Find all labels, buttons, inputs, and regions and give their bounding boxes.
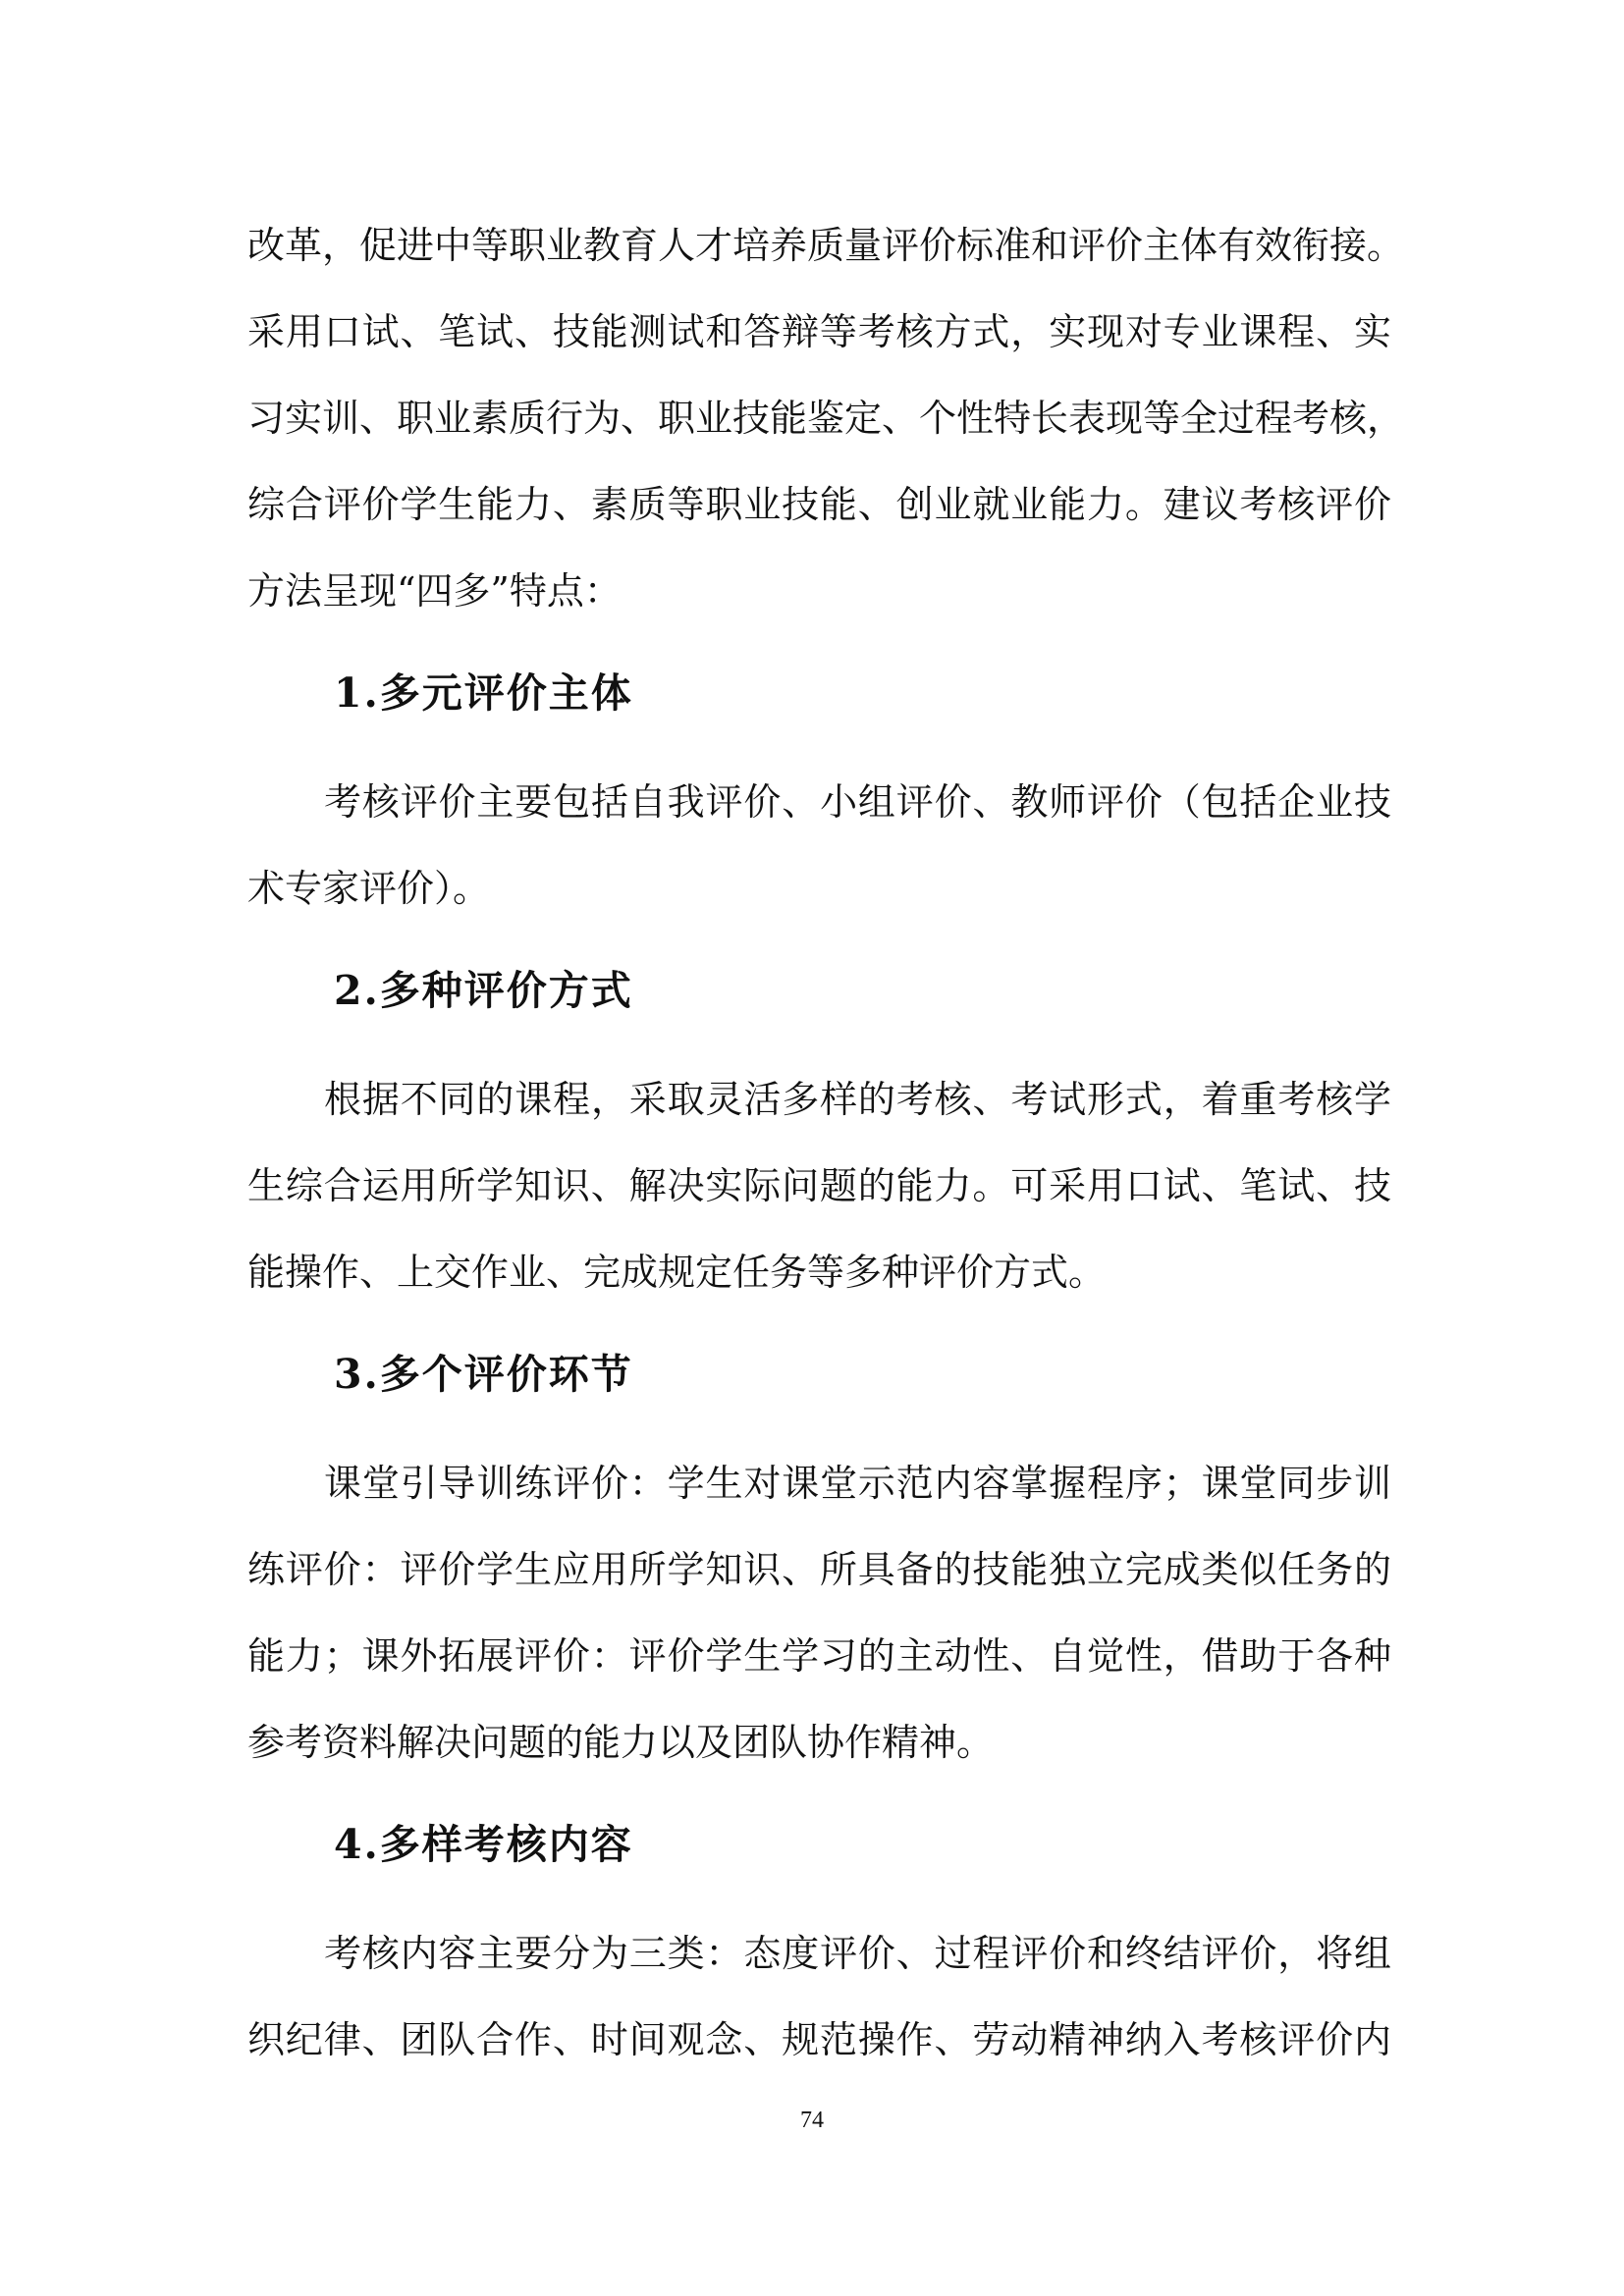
paragraph-line: 采用口试、笔试、技能测试和答辩等考核方式，实现对专业课程、实 (247, 310, 1391, 353)
paragraph-line: 参考资料解决问题的能力以及团队协作精神。 (247, 1721, 995, 1764)
paragraph-line: 方法呈现“四多”特点： (247, 569, 622, 613)
paragraph-line: 改革，促进中等职业教育人才培养质量评价标准和评价主体有效衔接。 (247, 224, 1405, 267)
paragraph-line: 根据不同的课程，采取灵活多样的考核、考试形式，着重考核学 (324, 1078, 1391, 1121)
paragraph-line: 练评价：评价学生应用所学知识、所具备的技能独立完成类似任务的 (247, 1548, 1391, 1591)
paragraph-line: 综合评价学生能力、素质等职业技能、创业就业能力。建议考核评价 (247, 483, 1391, 526)
section-heading: 4.多样考核内容 (334, 1821, 633, 1868)
paragraph-line: 生综合运用所学知识、解决实际问题的能力。可采用口试、笔试、技 (247, 1164, 1391, 1207)
section-heading: 1.多元评价主体 (334, 669, 633, 717)
paragraph-line: 课堂引导训练评价：学生对课堂示范内容掌握程序；课堂同步训 (324, 1462, 1391, 1505)
paragraph-line: 能操作、上交作业、完成规定任务等多种评价方式。 (247, 1251, 1107, 1294)
section-heading: 2.多种评价方式 (334, 967, 633, 1014)
paragraph-line: 能力；课外拓展评价：评价学生学习的主动性、自觉性，借助于各种 (247, 1634, 1391, 1678)
paragraph-line: 习实训、职业素质行为、职业技能鉴定、个性特长表现等全过程考核， (247, 397, 1405, 440)
page-number: 74 (800, 2108, 824, 2133)
paragraph-line: 术专家评价）。 (247, 867, 491, 910)
paragraph-line: 织纪律、团队合作、时间观念、规范操作、劳动精神纳入考核评价内 (247, 2018, 1391, 2061)
section-heading: 3.多个评价环节 (334, 1351, 633, 1398)
paragraph-line: 考核内容主要分为三类：态度评价、过程评价和终结评价，将组 (324, 1932, 1391, 1975)
paragraph-line: 考核评价主要包括自我评价、小组评价、教师评价（包括企业技 (324, 780, 1391, 824)
